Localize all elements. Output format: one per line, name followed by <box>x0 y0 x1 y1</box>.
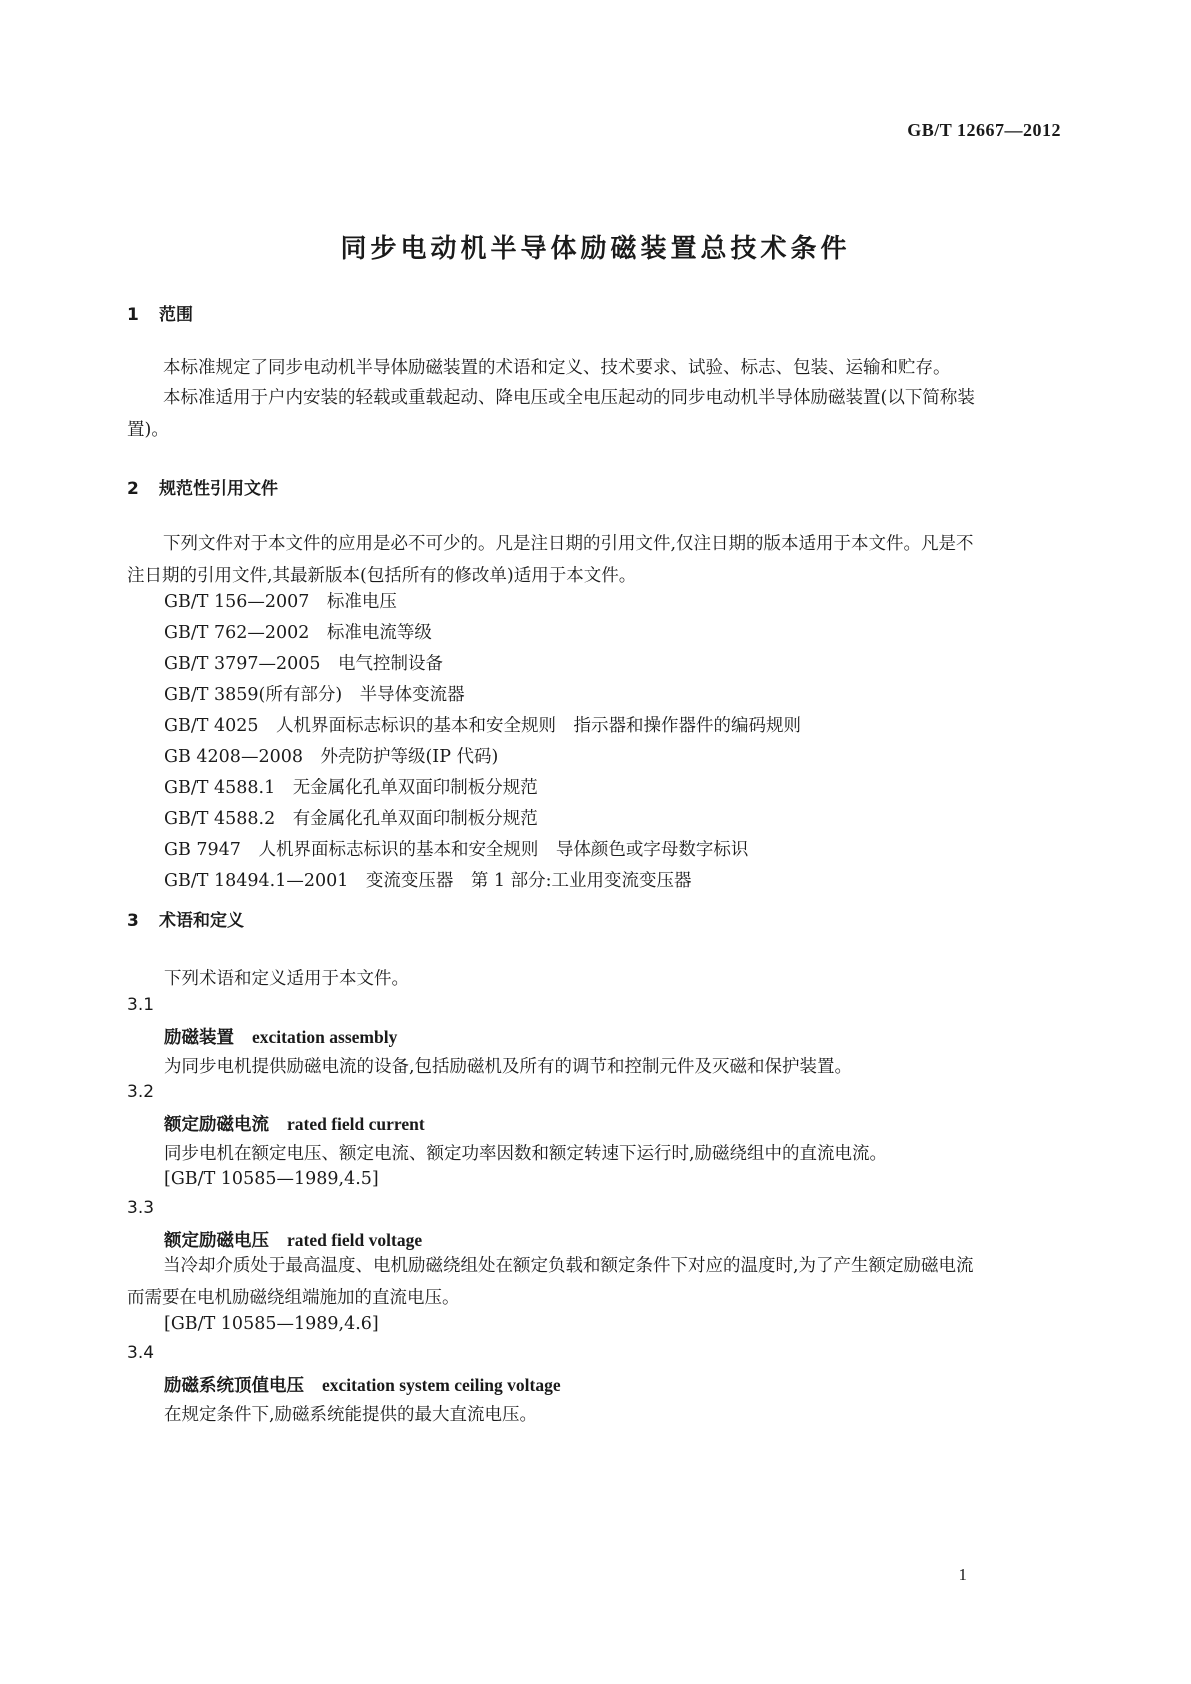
term-definition: 当冷却介质处于最高温度、电机励磁绕组处在额定负载和额定条件下对应的温度时,为了产生额定励磁电流而需要在电机励磁绕组端施加的直流电压。 <box>127 1256 974 1308</box>
term-english: rated field voltage <box>287 1230 423 1250</box>
section-number: 2 <box>127 479 139 499</box>
normative-intro: 下列文件对于本文件的应用是必不可少的。凡是注日期的引用文件,仅注日期的版本适用于本文件。凡是不注日期的引用文件,其最新版本(包括所有的修改单)适用于本文件。 <box>127 534 974 586</box>
term-english: rated field current <box>287 1114 425 1134</box>
clause-number: 3.1 <box>127 995 155 1015</box>
term-english: excitation system ceiling voltage <box>322 1375 561 1395</box>
section-title: 术语和定义 <box>159 911 244 931</box>
section-number: 3 <box>127 911 139 931</box>
term-heading <box>164 1372 561 1397</box>
term-source: [GB/T 10585—1989,4.6] <box>164 1314 379 1334</box>
clause-number: 3.2 <box>127 1082 155 1102</box>
section-1-heading <box>127 300 193 325</box>
section-title: 范围 <box>159 305 193 325</box>
section-number: 1 <box>127 305 139 325</box>
scope-paragraph-2: 本标准适用于户内安装的轻载或重载起动、降电压或全电压起动的同步电动机半导体励磁装置(以下简称装置)。 <box>127 388 975 440</box>
reference-item: GB/T 3797—2005 电气控制设备 <box>164 654 444 674</box>
reference-item: GB/T 3859(所有部分) 半导体变流器 <box>164 685 465 705</box>
term-heading <box>164 1227 422 1252</box>
standard-code: GB/T 12667—2012 <box>907 120 1061 140</box>
section-title: 规范性引用文件 <box>159 479 278 499</box>
section-2-heading <box>127 474 278 499</box>
term-definition: 在规定条件下,励磁系统能提供的最大直流电压。 <box>164 1405 538 1425</box>
term-definition: 为同步电机提供励磁电流的设备,包括励磁机及所有的调节和控制元件及灭磁和保护装置。 <box>164 1057 853 1077</box>
reference-list <box>164 587 801 897</box>
reference-item: GB/T 18494.1—2001 变流变压器 第 1 部分:工业用变流变压器 <box>164 871 692 891</box>
clause-number: 3.3 <box>127 1198 155 1218</box>
term-definition: 同步电机在额定电压、额定电流、额定功率因数和额定转速下运行时,励磁绕组中的直流电流。 <box>164 1144 888 1164</box>
reference-item: GB/T 762—2002 标准电流等级 <box>164 623 432 643</box>
reference-item: GB/T 4025 人机界面标志标识的基本和安全规则 指示器和操作器件的编码规则 <box>164 716 802 736</box>
scope-paragraph-1: 本标准规定了同步电动机半导体励磁装置的术语和定义、技术要求、试验、标志、包装、运输和贮存。 <box>163 358 951 378</box>
term-heading <box>164 1024 397 1049</box>
term-chinese: 额定励磁电压 <box>164 1231 269 1251</box>
document-title: 同步电动机半导体励磁装置总技术条件 <box>340 234 851 264</box>
term-chinese: 励磁系统顶值电压 <box>164 1376 304 1396</box>
reference-item: GB/T 156—2007 标准电压 <box>164 592 397 612</box>
term-chinese: 励磁装置 <box>164 1028 234 1048</box>
section-3-heading <box>127 906 244 931</box>
page-number: 1 <box>958 1565 967 1584</box>
terms-intro: 下列术语和定义适用于本文件。 <box>164 969 409 989</box>
reference-item: GB 7947 人机界面标志标识的基本和安全规则 导体颜色或字母数字标识 <box>164 840 749 860</box>
term-heading <box>164 1111 425 1136</box>
reference-item: GB/T 4588.2 有金属化孔单双面印制板分规范 <box>164 809 538 829</box>
term-english: excitation assembly <box>252 1027 398 1047</box>
term-chinese: 额定励磁电流 <box>164 1115 269 1135</box>
reference-item: GB 4208—2008 外壳防护等级(IP 代码) <box>164 747 499 767</box>
clause-number: 3.4 <box>127 1343 155 1363</box>
reference-item: GB/T 4588.1 无金属化孔单双面印制板分规范 <box>164 778 538 798</box>
term-source: [GB/T 10585—1989,4.5] <box>164 1169 379 1189</box>
